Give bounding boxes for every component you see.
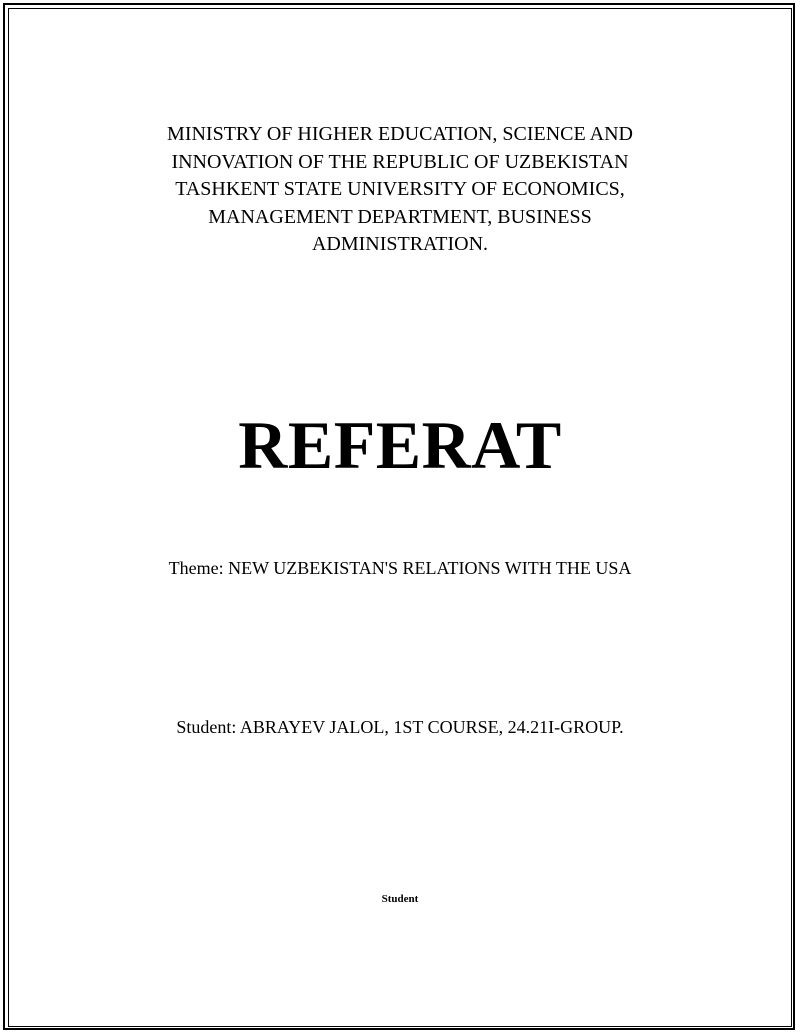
institution-header [100, 121, 700, 259]
header-line-2: INNOVATION OF THE REPUBLIC OF UZBEKISTAN [171, 150, 629, 173]
header-line-3: TASHKENT STATE UNIVERSITY OF ECONOMICS, [175, 178, 625, 200]
header-line-4: MANAGEMENT DEPARTMENT, BUSINESS [208, 205, 592, 228]
footer-student-label: Student [381, 893, 419, 905]
document-title: REFERAT [238, 407, 562, 483]
student-line: Student: ABRAYEV JALOL, 1ST COURSE, 24.21I-GROUP. [176, 717, 624, 737]
header-line-1: MINISTRY OF HIGHER EDUCATION, SCIENCE AND [167, 123, 633, 145]
theme-line: Theme: NEW UZBEKISTAN'S RELATIONS WITH THE USA [168, 558, 632, 578]
header-line-5: ADMINISTRATION. [311, 233, 489, 255]
